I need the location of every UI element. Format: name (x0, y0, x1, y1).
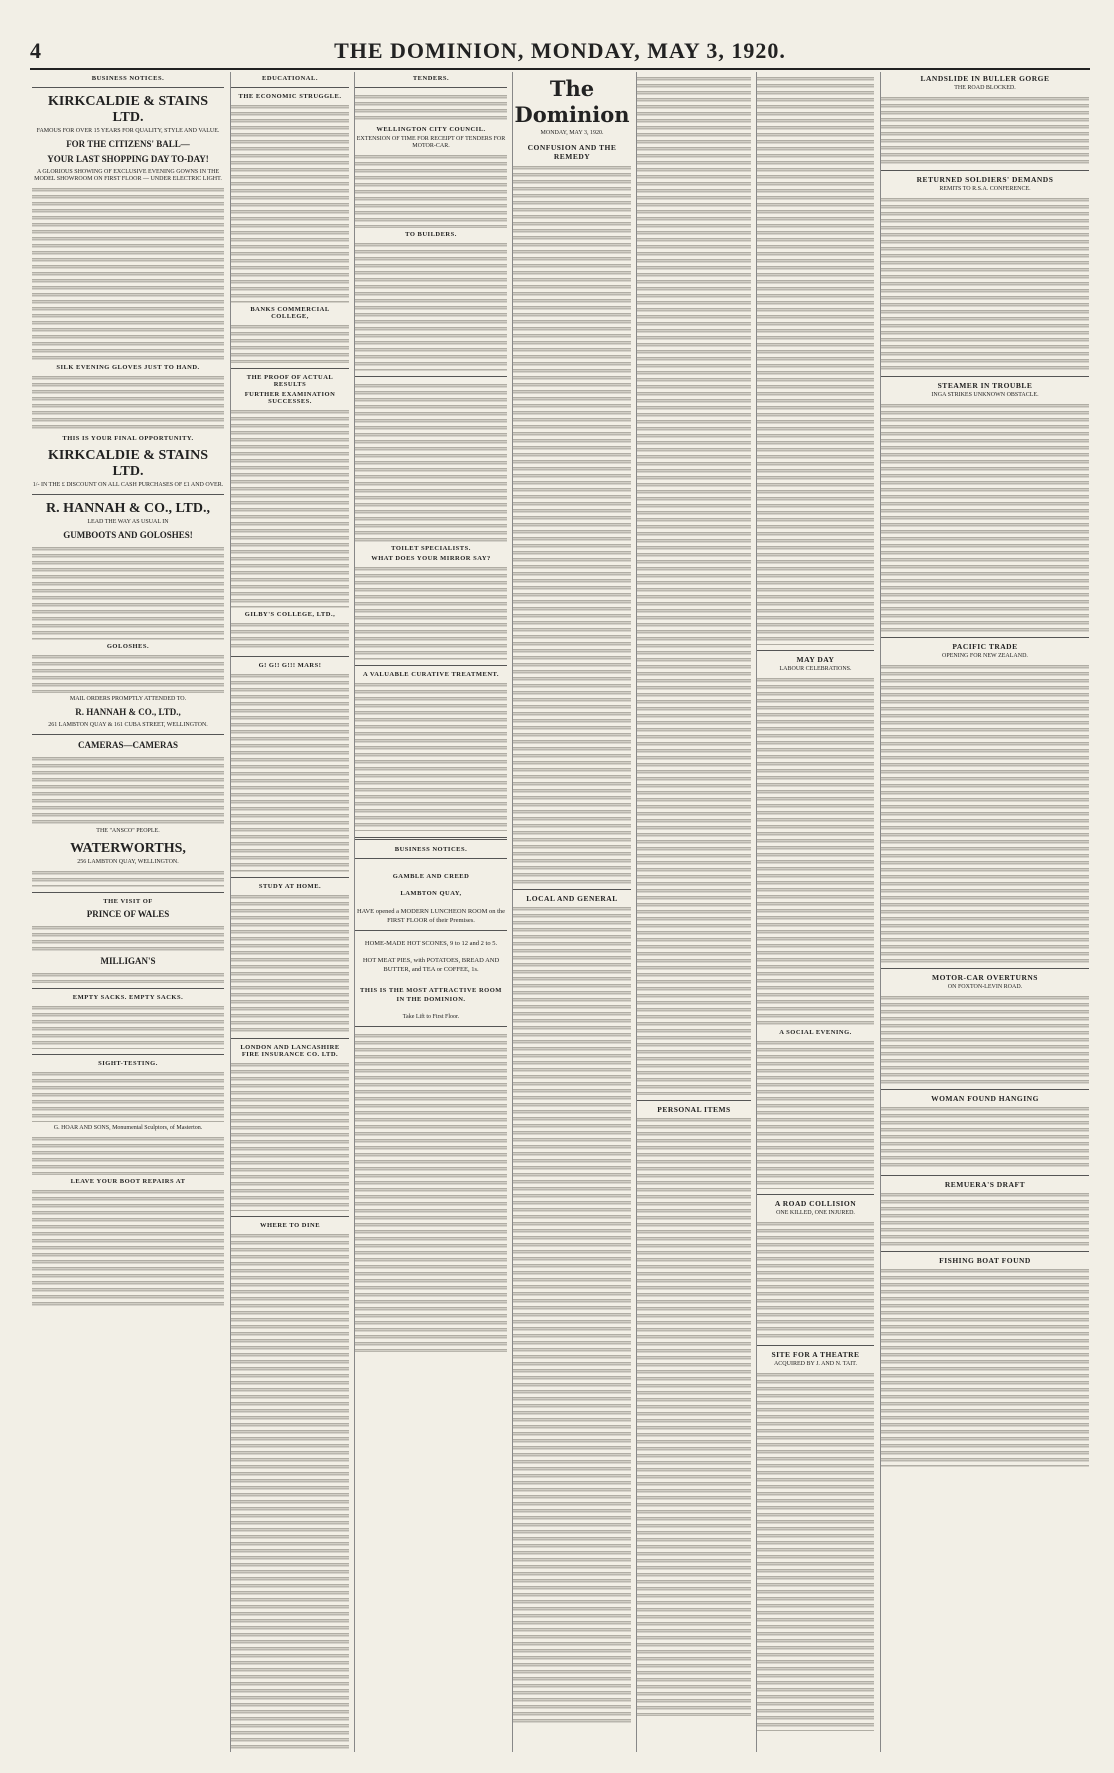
advert-body-text (355, 1032, 507, 1352)
article-headline: FISHING BOAT FOUND (939, 1256, 1031, 1265)
advert-body-text (231, 672, 349, 872)
issue-date: MONDAY, MAY 3, 1920. (540, 130, 604, 136)
section-heading: BUSINESS NOTICES. (91, 75, 165, 82)
advert-body-text (32, 653, 224, 693)
article-headline: WOMAN FOUND HANGING (931, 1094, 1039, 1103)
advert-subhead: WELLINGTON CITY COUNCIL. (376, 126, 486, 133)
article-body-text (637, 75, 751, 1095)
advert-description: A GLORIOUS SHOWING OF EXCLUSIVE EVENING GOWNS IN THE MODEL SHOWROOM ON FIRST FLOOR — UNDER ELECTRIC LIGHT. (34, 169, 222, 182)
leader-headline: CONFUSION AND THE REMEDY (527, 143, 617, 161)
advert-headline: R. HANNAH & CO., LTD., (75, 707, 181, 717)
article-body-text (513, 164, 631, 884)
advert-address: 261 LAMBTON QUAY & 161 CUBA STREET, WELLINGTON. (48, 722, 208, 728)
advert-tagline: LEAD THE WAY AS USUAL IN (87, 519, 169, 525)
article-body-text (881, 994, 1089, 1084)
section-heading: TENDERS. (412, 75, 450, 82)
advert-headline: PRINCE OF WALES (86, 909, 170, 919)
section-heading: EDUCATIONAL. (262, 75, 318, 82)
advert-address: 256 LAMBTON QUAY, WELLINGTON. (77, 859, 179, 865)
article-body-text (637, 1116, 751, 1716)
advert-subhead: GOLOSHES. (106, 643, 150, 650)
column-news (636, 72, 751, 1752)
advert-body-text (32, 1135, 224, 1175)
advert-body-text (231, 893, 349, 1033)
column-educational (230, 72, 349, 1752)
article-headline: REMUERA'S DRAFT (944, 1180, 1026, 1189)
advert-subhead: WHERE TO DINE (259, 1222, 321, 1229)
advert-subhead: TOILET SPECIALISTS. (391, 545, 471, 552)
article-headline: A ROAD COLLISION (774, 1199, 857, 1208)
article-headline: MAY DAY (796, 655, 835, 664)
advert-body-text (231, 1061, 349, 1211)
advert-text: HOME-MADE HOT SCONES, 9 to 12 and 2 to 5. (364, 940, 498, 947)
advert-subhead: G! G!! G!!! MARS! (258, 662, 322, 669)
advert-subhead: LONDON AND LANCASHIRE FIRE INSURANCE CO. LTD. (240, 1044, 340, 1058)
article-headline: STEAMER IN TROUBLE (937, 381, 1033, 390)
page-number: 4 (30, 38, 41, 63)
advert-body-text (32, 186, 224, 361)
advert-body-text (32, 971, 224, 983)
advert-body-text (355, 681, 507, 831)
article-body-text (881, 1105, 1089, 1170)
advert-subhead: TO BUILDERS. (405, 231, 457, 238)
advert-body-text (32, 869, 224, 887)
article-headline: LANDSLIDE IN BULLER GORGE (920, 74, 1050, 83)
advert-body-text (355, 382, 507, 542)
article-body-text (757, 676, 874, 1026)
article-headline: LOCAL AND GENERAL (526, 894, 618, 903)
advert-subhead: WHAT DOES YOUR MIRROR SAY? (371, 555, 491, 562)
advert-body-text (32, 1070, 224, 1122)
article-body-text (757, 75, 874, 645)
article-headline: SITE FOR A THEATRE (771, 1350, 860, 1359)
advert-subhead: FURTHER EXAMINATION SUCCESSES. (244, 391, 336, 405)
advert-subhead: THIS IS THE MOST ATTRACTIVE ROOM IN THE DOMINION. (360, 987, 502, 1003)
column-tenders (354, 72, 507, 1752)
advert-body-text (231, 1232, 349, 1752)
advert-tagline: G. HOAR AND SONS, Monumental Sculptors, of Masterton. (53, 1125, 203, 1131)
advert-tagline: THE "ANSCO" PEOPLE. (96, 828, 160, 834)
masthead-title: THE DOMINION, MONDAY, MAY 3, 1920. (334, 38, 786, 63)
advert-body-text (355, 241, 507, 371)
column-business-notices (32, 72, 224, 1752)
advert-subhead: FOR THE CITIZENS' BALL— (66, 139, 190, 149)
advert-text: Take Lift to First Floor. (402, 1014, 460, 1020)
advert-subhead: GAMBLE AND CREED (392, 873, 470, 880)
advert-subhead: A VALUABLE CURATIVE TREATMENT. (363, 671, 499, 678)
advert-body-text (355, 93, 507, 123)
advert-headline: CAMERAS—CAMERAS (77, 740, 178, 750)
advert-subhead: THE ECONOMIC STRUGGLE. (238, 93, 342, 100)
article-body-text (757, 1220, 874, 1340)
advert-subhead: GILBY'S COLLEGE, LTD., (244, 611, 336, 618)
article-body-text (757, 1039, 874, 1189)
article-headline: PERSONAL ITEMS (657, 1105, 731, 1114)
advert-headline: WATERWORTHS, (70, 841, 186, 856)
advert-body-text (32, 374, 224, 432)
article-body-text (757, 1371, 874, 1731)
article-body-text (881, 1267, 1089, 1467)
advert-body-text (231, 408, 349, 608)
column-telegrams (880, 72, 1089, 1752)
advert-body-text (231, 103, 349, 303)
article-body-text (513, 905, 631, 1725)
advert-body-text (32, 1188, 224, 1308)
article-subhead: THE ROAD BLOCKED. (954, 85, 1016, 91)
advert-subhead: THE VISIT OF (103, 898, 153, 905)
section-heading: BUSINESS NOTICES. (394, 846, 468, 853)
advert-headline: KIRKCALDIE & STAINS LTD. (48, 448, 208, 479)
advert-body-text (32, 924, 224, 952)
article-subhead: OPENING FOR NEW ZEALAND. (942, 653, 1028, 659)
advert-body-text (231, 621, 349, 651)
article-body-text (881, 663, 1089, 963)
advert-body-text (32, 755, 224, 825)
advert-headline: R. HANNAH & CO., LTD., (46, 501, 210, 516)
advert-body-text (32, 1004, 224, 1049)
advert-subhead: SILK EVENING GLOVES JUST TO HAND. (56, 364, 200, 371)
article-body-text (881, 402, 1089, 632)
advert-subhead: THIS IS YOUR FINAL OPPORTUNITY. (62, 435, 194, 442)
newspaper-nameplate: The Dominion (514, 76, 630, 127)
article-body-text (881, 1191, 1089, 1246)
article-body-text (881, 95, 1089, 165)
advert-tagline: MAIL ORDERS PROMPTLY ATTENDED TO. (69, 696, 187, 702)
article-subhead: INGA STRIKES UNKNOWN OBSTACLE. (931, 392, 1039, 398)
masthead (30, 38, 1090, 70)
advert-subhead: EMPTY SACKS. EMPTY SACKS. (72, 994, 184, 1001)
advert-tagline: 1/- IN THE £ DISCOUNT ON ALL CASH PURCHASES OF £1 AND OVER. (32, 482, 224, 488)
advert-body-text (32, 545, 224, 640)
advert-text: HOT MEAT PIES, with POTATOES, BREAD AND BUTTER, and TEA or COFFEE, 1s. (362, 957, 500, 973)
advert-subhead: LEAVE YOUR BOOT REPAIRS AT (70, 1178, 186, 1185)
article-subhead: ON FOXTON-LEVIN ROAD. (947, 984, 1023, 990)
article-headline: MOTOR-CAR OVERTURNS (932, 973, 1038, 982)
column-news (756, 72, 874, 1752)
advert-text: HAVE opened a MODERN LUNCHEON ROOM on the FIRST FLOOR of their Premises. (356, 908, 506, 924)
advert-subhead: STUDY AT HOME. (258, 883, 322, 890)
column-editorial (512, 72, 631, 1752)
advert-subhead: YOUR LAST SHOPPING DAY TO-DAY! (47, 154, 209, 164)
article-subhead: REMITS TO R.S.A. CONFERENCE. (939, 186, 1031, 192)
advert-tagline: FAMOUS FOR OVER 15 YEARS FOR QUALITY, STYLE AND VALUE. (36, 128, 220, 134)
advert-headline: KIRKCALDIE & STAINS LTD. (48, 94, 208, 125)
advert-tagline: EXTENSION OF TIME FOR RECEIPT OF TENDERS FOR MOTOR-CAR. (356, 136, 506, 149)
advert-subhead: LAMBTON QUAY, (400, 890, 462, 897)
advert-body-text (231, 323, 349, 363)
advert-subhead: GUMBOOTS AND GOLOSHES! (63, 530, 193, 540)
article-headline: PACIFIC TRADE (952, 642, 1018, 651)
article-subhead: ONE KILLED, ONE INJURED. (776, 1210, 855, 1216)
article-subhead: A SOCIAL EVENING. (779, 1029, 852, 1036)
advert-subhead: THE PROOF OF ACTUAL RESULTS (246, 374, 334, 388)
article-subhead: LABOUR CELEBRATIONS. (779, 666, 852, 672)
article-subhead: ACQUIRED BY J. AND N. TAIT. (773, 1361, 858, 1367)
advert-body-text (355, 565, 507, 660)
advert-body-text (355, 153, 507, 228)
advert-subhead: SIGHT-TESTING. (98, 1060, 158, 1067)
advert-subhead: BANKS COMMERCIAL COLLEGE, (250, 306, 330, 320)
article-body-text (881, 196, 1089, 371)
advert-headline: MILLIGAN'S (100, 956, 156, 966)
article-headline: RETURNED SOLDIERS' DEMANDS (916, 175, 1054, 184)
